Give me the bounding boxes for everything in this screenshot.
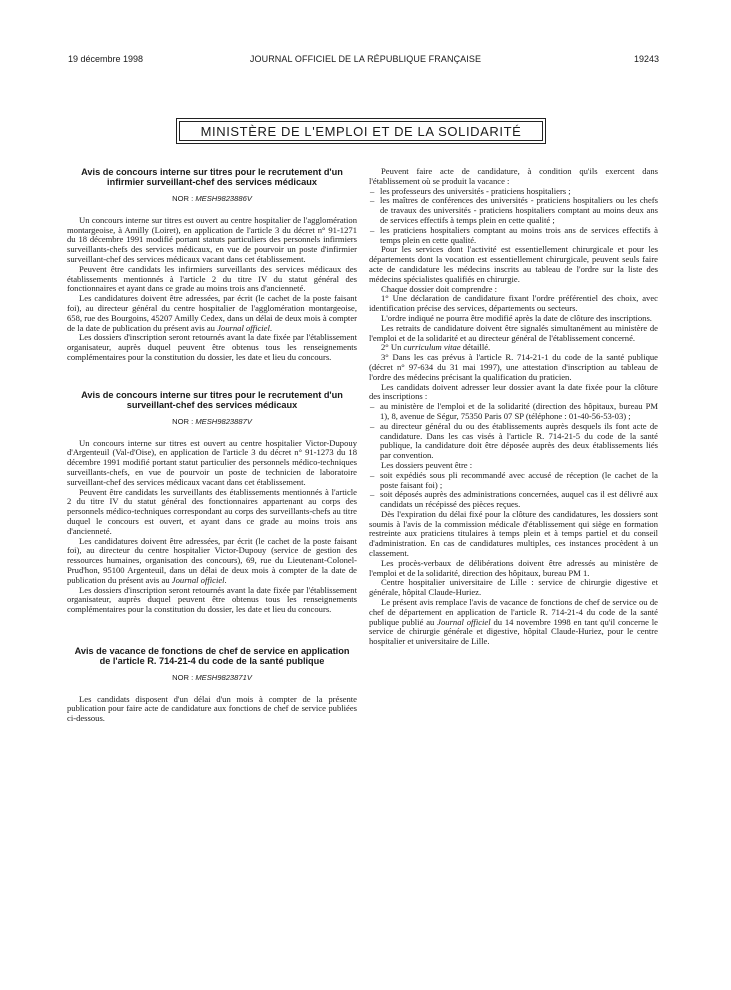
paragraph <box>67 537 357 586</box>
list-item: – les praticiens hospitaliers comptant au moins trois ans de services effectifs à temps plein en cette qualité. <box>369 226 658 246</box>
journal-officiel-ref: Journal officiel <box>217 322 270 333</box>
recipients-list <box>369 402 658 461</box>
header-date: 19 décembre 1998 <box>68 54 144 64</box>
text: . <box>224 574 227 585</box>
text: Les candidatures doivent être adressées, par écrit (le cachet de la poste faisant foi), au directeur général du centre hospitalier de l'agglomération montargeoise, 658, rue des Bourgoins, 45207 Amilly Cedex, dans un délai de deux mois à compter de la date de publication du présent avis au <box>67 293 357 333</box>
nor-reference <box>67 417 357 427</box>
paragraph: Peuvent être candidats les infirmiers surveillants des services médicaux des établissements mentionnés à l'article 2 du titre IV du statut général des fonctionnaires et ayant dans ce grade au moins trois ans d'ancienneté. <box>67 263 357 294</box>
journal-officiel-ref: Journal officiel <box>437 616 491 627</box>
nor-id: MESH9823887V <box>195 416 252 426</box>
text: du 14 novembre 1998 en tant qu'il concerne le service de chirurgie générale et digestive, hôpital Claude-Huriez, pour le centre hospitalier et universitaire de Lille. <box>369 616 658 647</box>
nor-reference <box>67 194 357 204</box>
list-item: – soit expédiés sous pli recommandé avec accusé de réception (le cachet de la poste faisant foi) ; <box>369 471 658 491</box>
paragraph: Les procès-verbaux de délibérations doivent être adressés au ministère de l'emploi et de la solidarité, direction des hôpitaux, bureau PM 1. <box>369 557 658 578</box>
header-page-number: 19243 <box>633 54 659 64</box>
paragraph: Un concours interne sur titres est ouvert au centre hospitalier de l'agglomération montargeoise, à Amilly (Loiret), en application de l'article 3 du décret n° 91-1271 du 18 décembre 1991 modifié portant statuts particuliers des personnels infirmiers surveillants-chefs des services médicaux, en vue de pourvoir un poste d'infirmier surveillant-chef des services médicaux vacant dans cet établissement. <box>67 214 357 264</box>
text: . <box>269 322 273 333</box>
list-item: – au directeur général du ou des établissements auprès desquels ils font acte de candidature. Dans les cas visés à l'article R. 714-21-5 du code de la santé publique, la candidature doit être déposée auprès des deux établissements liés par convention. <box>369 422 658 461</box>
paragraph: Chaque dossier doit comprendre : <box>381 283 497 294</box>
nor-reference <box>67 673 357 683</box>
list-item: – soit déposés auprès des administrations concernées, auquel cas il est délivré aux candidats un récépissé des pièces reçues. <box>369 490 658 510</box>
paragraph: Centre hospitalier universitaire de Lille : service de chirurgie digestive et générale, hôpital Claude-Huriez. <box>369 577 658 598</box>
paragraph: Pour les services dont l'activité est essentiellement chirurgicale et pour les départements dont la vocation est essentiellement chirurgicale, peuvent seuls faire acte de candidature les médecins inscrits au tableau de l'ordre sur la liste des médecins spécialistes qualifiés en chirurgie. <box>369 244 658 284</box>
paragraph: Peuvent faire acte de candidature, à condition qu'ils exercent dans l'établissement où se produit la vacance : <box>369 166 658 186</box>
paragraph: 1° Une déclaration de candidature fixant l'ordre préférentiel des choix, avec identification précise des services, départements ou secteurs. <box>369 293 658 314</box>
paragraph: Les dossiers d'inscription seront retournés avant la date fixée par l'établissement organisateur, auprès duquel peuvent être obtenus tous les renseignements complémentaires pour la constitution du dossier, les date et lieu du concours. <box>67 584 357 615</box>
journal-officiel-ref: Journal officiel <box>171 574 225 585</box>
nor-id: MESH9823886V <box>195 194 252 203</box>
nor-label: NOR : <box>172 194 196 203</box>
eligibility-list <box>369 187 658 246</box>
paragraph <box>369 598 658 647</box>
submission-methods-list <box>369 471 658 510</box>
text: Le présent avis remplace l'avis de vacance de fonctions de chef de service ou de chef de département en application de l'article R. 714-21-4 du code de la santé publique publié au <box>369 597 658 627</box>
list-item: – les maîtres de conférences des universités - praticiens hospitaliers ou les chefs de travaux des universités - praticiens hospitaliers comptant au moins deux ans de services effectifs à temps plein en cette qualité ; <box>369 196 658 225</box>
paragraph: Dès l'expiration du délai fixé pour la clôture des candidatures, les dossiers sont soumis à l'avis de la commission médicale d'établissement qui siège en formation restreinte aux praticiens titulaires à temps plein et à temps partiel et du conseil d'administration. En cas de candidatures multiples, ces instances procèdent à un classement. <box>369 508 658 559</box>
notice-infirmier-surveillant-chef <box>67 167 357 363</box>
paragraph: Un concours interne sur titres est ouvert au centre hospitalier Victor-Dupouy d'Argenteuil (Val-d'Oise), en application de l'article 3 du décret n° 91-1273 du 18 décembre 1991 modifié portant statut particulier des personnels médico-techniques surveillants-chefs, en vue de pourvoir un poste de technicien de laboratoire surveillant-chef des services médicaux vacant dans cet établissement. <box>67 437 357 487</box>
header-journal-title: JOURNAL OFFICIEL DE LA RÉPUBLIQUE FRANÇAISE <box>249 54 482 64</box>
notice-surveillant-chef <box>67 390 357 615</box>
paragraph: Les candidats disposent d'un délai d'un mois à compter de la présente publication pour faire acte de candidature aux fonctions de chef de service publiées ci-dessous. <box>67 693 357 724</box>
notice-title: Avis de concours interne sur titres pour le recrutement d'un surveillant-chef des services médicaux <box>81 389 343 410</box>
nor-label: NOR : <box>172 672 196 682</box>
notice-chef-de-service <box>67 646 357 724</box>
paragraph: 3° Dans les cas prévus à l'article R. 714-21-1 du code de la santé publique (décret n° 97-634 du 31 mai 1997), une attestation d'inscription au tableau de l'ordre des médecins précisant la qualification du praticien. <box>369 352 658 382</box>
paragraph: Les retraits de candidature doivent être signalés simultanément au ministère de l'emploi et de la solidarité et au directeur général de l'établissement concerné. <box>369 322 658 343</box>
paragraph: Les dossiers peuvent être : <box>381 459 473 470</box>
paragraph <box>67 294 357 333</box>
ministry-banner <box>176 118 546 144</box>
list-item: – au ministère de l'emploi et de la solidarité (direction des hôpitaux, bureau PM 1), 8, avenue de Ségur, 75350 Paris 07 SP (téléphone : 01-40-56-53-03) ; <box>369 402 658 422</box>
paragraph: Les candidats doivent adresser leur dossier avant la date fixée pour la clôture des inscriptions : <box>369 381 658 402</box>
text: détaillé. <box>460 342 491 353</box>
paragraph: L'ordre indiqué ne pourra être modifié après la date de clôture des inscriptions. <box>381 312 652 323</box>
nor-label: NOR : <box>172 416 196 426</box>
notice-title: Avis de vacance de fonctions de chef de service en application de l'article R. 714-21-4 du code de la santé publique <box>74 645 350 666</box>
notice-title: Avis de concours interne sur titres pour le recrutement d'un infirmier surveillant-chef des services médicaux <box>81 167 343 187</box>
curriculum-vitae-text: curriculum vitae <box>403 342 461 353</box>
ministry-title: MINISTÈRE DE L'EMPLOI ET DE LA SOLIDARITÉ <box>200 123 522 139</box>
text: 2° Un <box>381 342 404 353</box>
right-column <box>369 167 658 647</box>
paragraph: Les dossiers d'inscription seront retournés avant la date fixée par l'établissement organisateur, auprès duquel peuvent être obtenus tous les renseignements complémentaires pour la constitution du dossier, les date et lieu du concours. <box>67 332 357 362</box>
left-column <box>67 167 357 724</box>
section-spacer <box>67 363 357 390</box>
text: Les candidatures doivent être adressées, par écrit (le cachet de la poste faisant foi), au directeur du centre hospitalier Victor-Dupouy (service de gestion des ressources humaines, organisation des concours), 69, rue du Lieutenant-Colonel-Prud'hon, 95100 Argenteuil, dans un délai de deux mois à compter de la date de publication du présent avis au <box>67 535 357 585</box>
nor-id: MESH9823871V <box>195 672 252 682</box>
list-item: – les professeurs des universités - praticiens hospitaliers ; <box>369 187 658 197</box>
section-spacer <box>67 615 357 646</box>
paragraph: Peuvent être candidats les surveillants des établissements mentionnés à l'article 2 du titre IV du statut général des fonctionnaires appartenant au corps des personnels médico-techniques correspondant au corps des surveillants-chefs au titre duquel le concours est ouvert, et ayant dans ce grade au moins trois ans d'ancienneté. <box>67 486 357 536</box>
